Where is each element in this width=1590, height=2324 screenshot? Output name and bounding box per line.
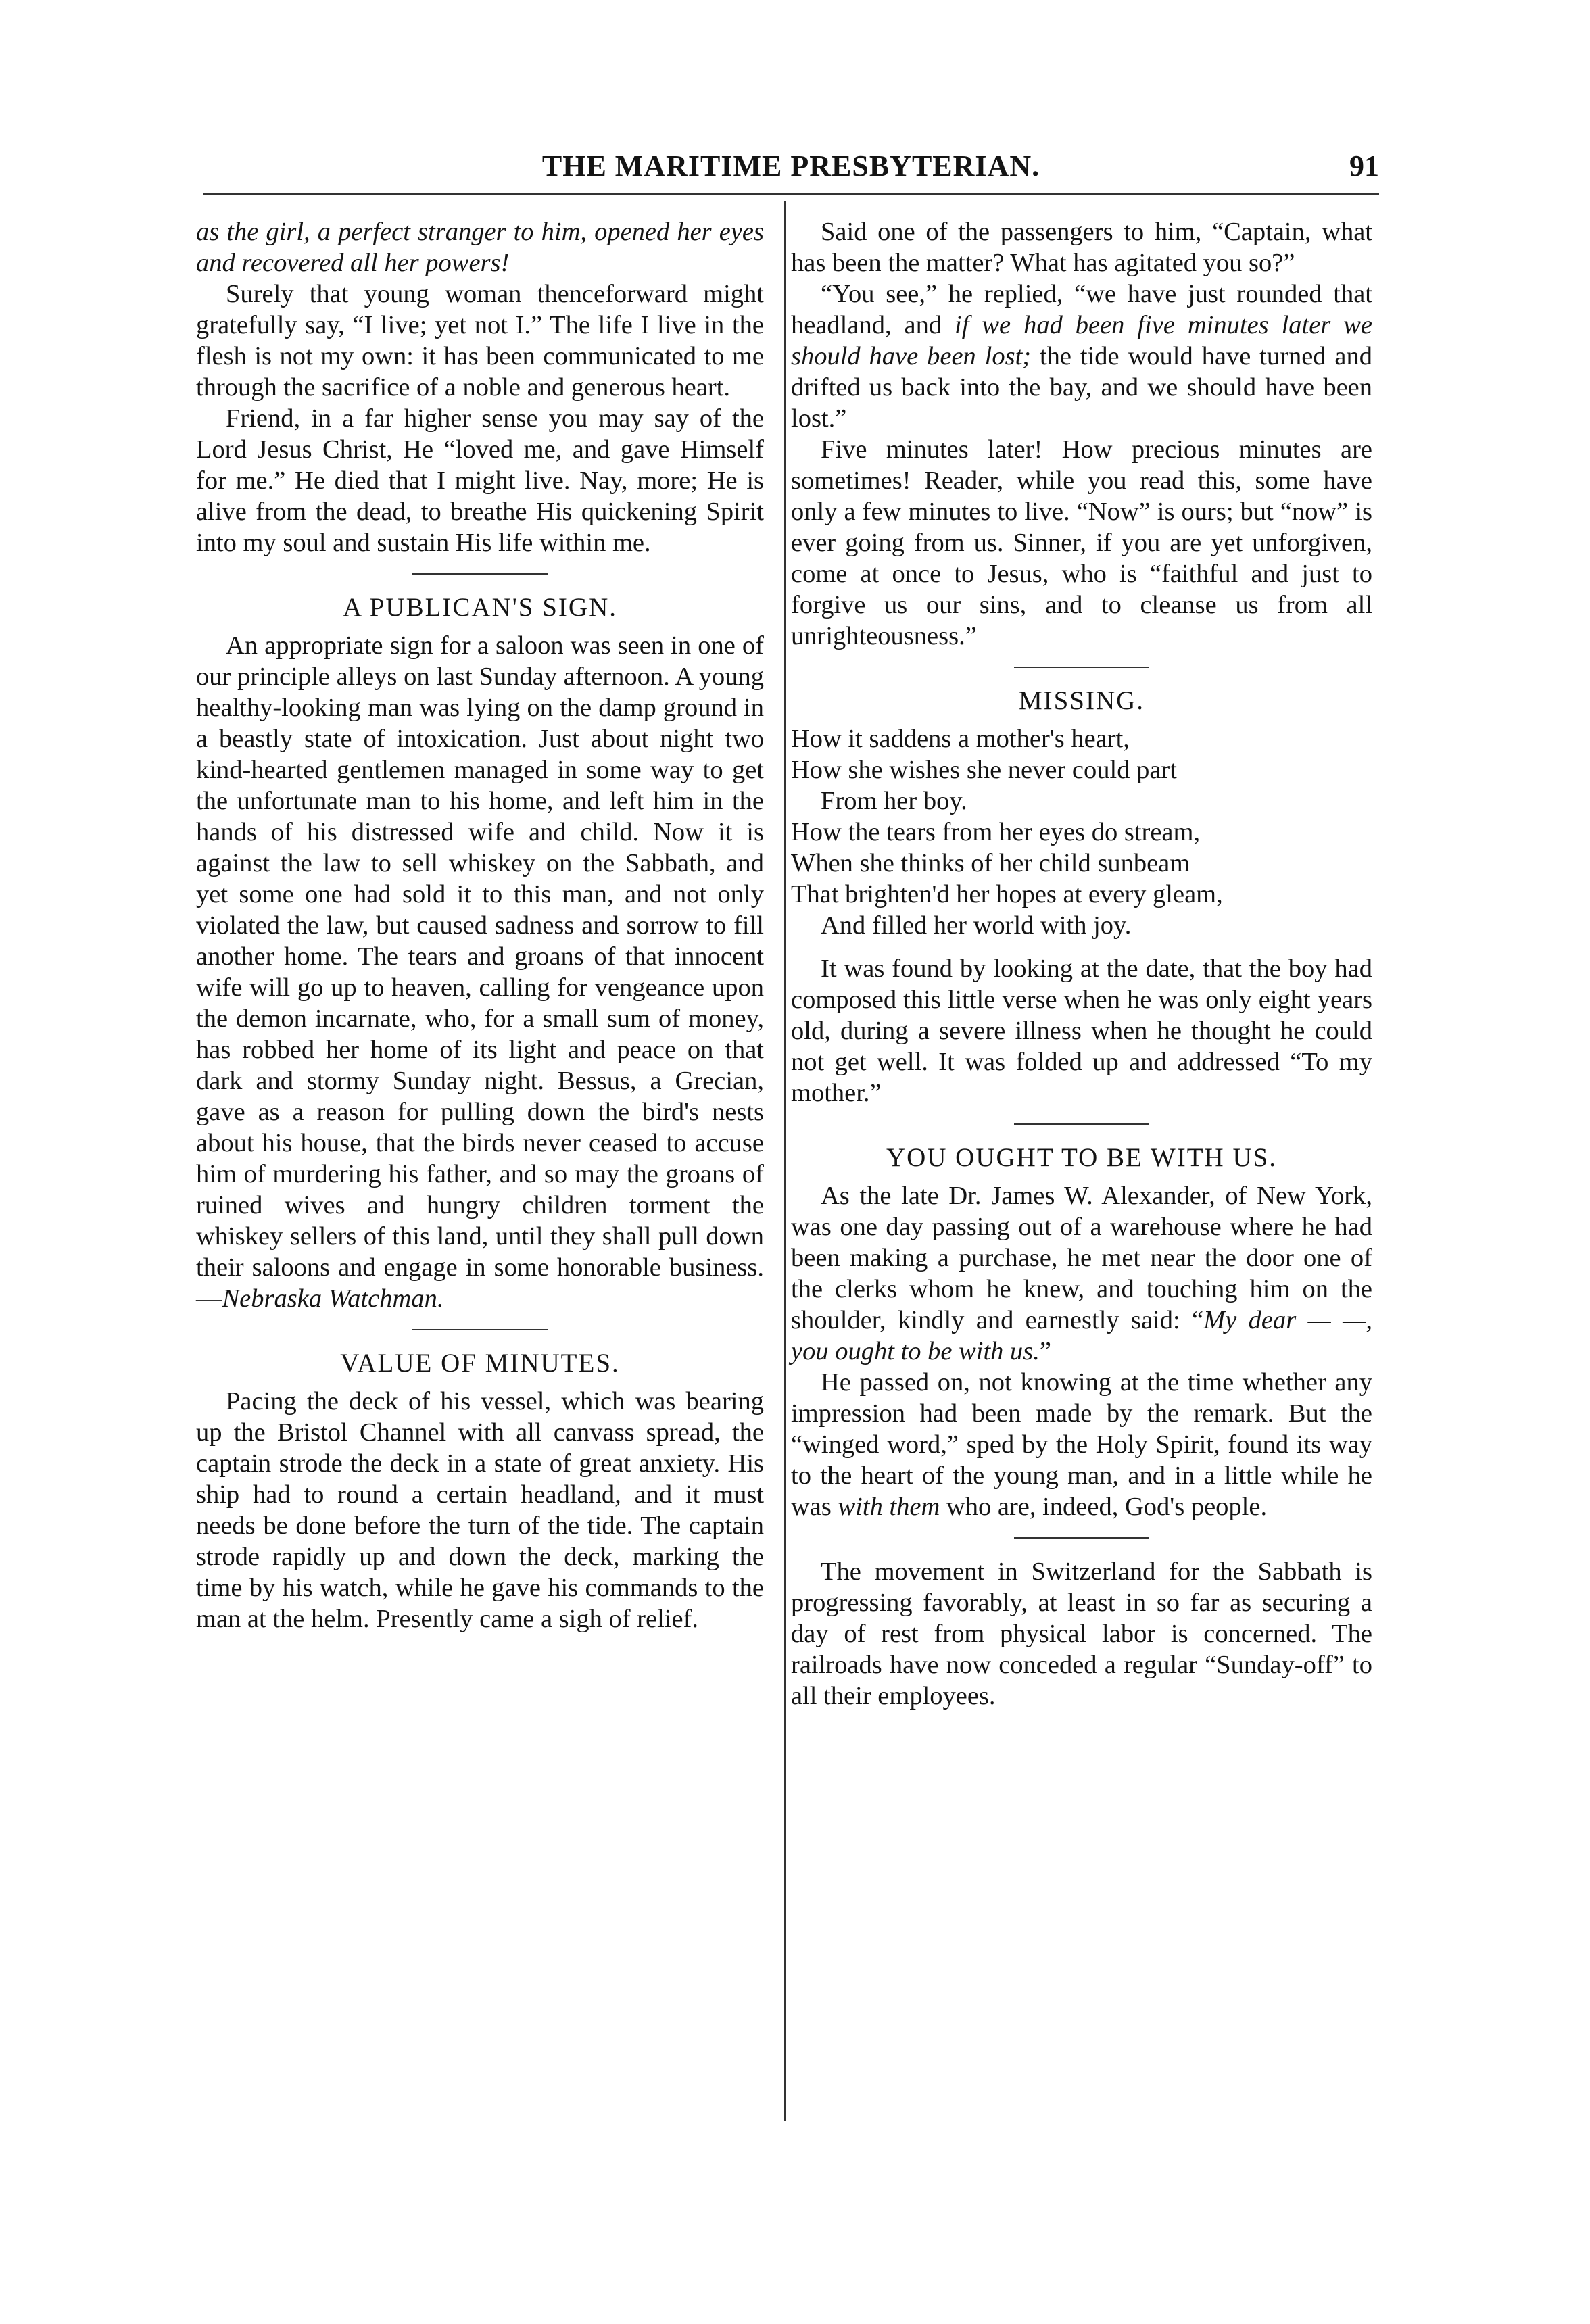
poem-line: How it saddens a mother's heart, — [791, 725, 1130, 753]
withus-p2-italic: with them — [838, 1493, 940, 1521]
withus-paragraph-2 — [791, 1367, 1372, 1522]
right-column — [791, 216, 1372, 1712]
publican-body: An appropriate sign for a saloon was seen in one of our principle alleys on last Sunday afternoon. A young healthy-looking man was lying on the damp ground in a beastly state of intoxication. Just about night two kind-hearted gentlemen managed in some way to get the unfortunate man to his home, and left him in the hands of his distressed wife and child. Now it is against the law to sell whiskey on the Sabbath, and yet some one had sold it to this man, and not only violated the law, but caused sadness and sorrow to fill another home. The tears and groans of that innocent wife will go up to heaven, calling for vengeance upon the demon incarnate, who, for a small sum of money, has robbed her home of its light and peace on that dark and stormy Sunday night. Bessus, a Grecian, gave as a reason for pulling down the bird's nests about his house, that the birds never ceased to accuse him of murdering his father, and so may the groans of ruined wives and hungry children torment the whiskey sellers of this land, until they shall pull down their saloons and engage in some honorable business. — — [196, 631, 764, 1313]
header-rule — [203, 193, 1379, 195]
intro-paragraph-3: Friend, in a far higher sense you may say of the Lord Jesus Christ, He “loved me, and gave Himself for me.” He died that I might live. Nay, more; He is alive from the dead, to breathe His quickening Spirit into my soul and sustain His life within me. — [196, 404, 764, 557]
section-rule — [1014, 1537, 1149, 1539]
minutes-p3-text-b: the tide would have turned and drifted us back into the bay, and we should have been lost.” — [791, 342, 1372, 433]
intro-paragraph-2: Surely that young woman thenceforward might gratefully say, “I live; yet not I.” The life I live in the flesh is not my own: it has been communicated to me through the sacrifice of a noble and generous heart. — [196, 280, 764, 402]
section-rule — [1014, 667, 1149, 668]
poem-line: How she wishes she never could part — [791, 756, 1177, 784]
publican-source: Nebraska Watchman. — [222, 1284, 444, 1313]
page-header — [203, 149, 1379, 189]
poem-line: When she thinks of her child sunbeam — [791, 849, 1190, 877]
minutes-p3-text-a: “You see,” he replied, “we have just rounded that headland, and — [791, 280, 1372, 339]
missing-paragraph: It was found by looking at the date, that the boy had composed this little verse when he was only eight years old, during a severe illness when he thought he could not get well. It was folded up and addressed “To my mother.” — [791, 954, 1372, 1107]
intro-paragraph-1: as the girl, a perfect stranger to him, opened her eyes and recovered all her powers! — [196, 218, 764, 277]
section-rule — [1014, 1123, 1149, 1125]
poem-line: And filled her world with joy. — [821, 911, 1132, 940]
withus-p1-text-b: ” — [1039, 1337, 1051, 1365]
withus-heading: YOU OUGHT TO BE WITH US. — [886, 1143, 1278, 1172]
withus-p1-italic: My dear — —, you ought to be with us. — [791, 1306, 1372, 1365]
withus-p1-text-a: As the late Dr. James W. Alexander, of New York, was one day passing out of a warehouse where he had been making a purchase, he met near the door one of the clerks whom he knew, and touching him on the shoulder, kindly and earnestly said: “ — [791, 1182, 1372, 1334]
minutes-p3-italic: if we had been five minutes later we should have been lost; — [791, 311, 1372, 370]
missing-heading: MISSING. — [1018, 686, 1145, 715]
section-rule — [412, 573, 548, 575]
poem-line: How the tears from her eyes do stream, — [791, 818, 1201, 846]
minutes-paragraph-2: Said one of the passengers to him, “Captain, what has been the matter? What has agitated you so?” — [791, 218, 1372, 277]
minutes-paragraph-4: Five minutes later! How precious minutes are sometimes! Reader, while you read this, some have only a few minutes to live. “Now” is ours; but “now” is ever going from us. Sinner, if you are yet unforgiven, come at once to Jesus, who is “faithful and just to forgive us our sins, and to cleanse us from all unrighteousness.” — [791, 435, 1372, 650]
column-divider — [784, 201, 786, 2121]
withus-p2-text-a: He passed on, not knowing at the time whether any impression had been made by the remark. But the “winged word,” sped by the Holy Spirit, found its way to the heart of the young man, and in a little while he was — [791, 1368, 1372, 1521]
switzerland-paragraph: The movement in Switzerland for the Sabbath is progressing favorably, at least in so far as securing a day of rest from physical labor is concerned. The railroads have now conceded a regular “Sunday-off” to all their employees. — [791, 1557, 1372, 1710]
minutes-paragraph-3 — [791, 279, 1372, 434]
section-rule — [412, 1329, 548, 1330]
withus-paragraph-1 — [791, 1180, 1372, 1367]
publican-heading: A PUBLICAN'S SIGN. — [342, 593, 617, 622]
poem — [791, 723, 1372, 941]
minutes-paragraph-1: Pacing the deck of his vessel, which was bearing up the Bristol Channel with all canvass spread, the captain strode the deck in a state of great anxiety. His ship had to round a certain headland, and it must needs be done before the turn of the tide. The captain strode rapidly up and down the deck, marking the time by his watch, while he gave his commands to the man at the helm. Presently came a sigh of relief. — [196, 1387, 764, 1633]
publican-paragraph — [196, 630, 764, 1314]
withus-p2-text-b: who are, indeed, God's people. — [940, 1493, 1268, 1521]
minutes-heading: VALUE OF MINUTES. — [340, 1349, 620, 1378]
journal-title: THE MARITIME PRESBYTERIAN. — [541, 149, 1040, 183]
poem-line: From her boy. — [821, 787, 967, 815]
left-column — [196, 216, 764, 1635]
poem-line: That brighten'd her hopes at every gleam, — [791, 880, 1223, 909]
page-number: 91 — [1349, 149, 1379, 183]
